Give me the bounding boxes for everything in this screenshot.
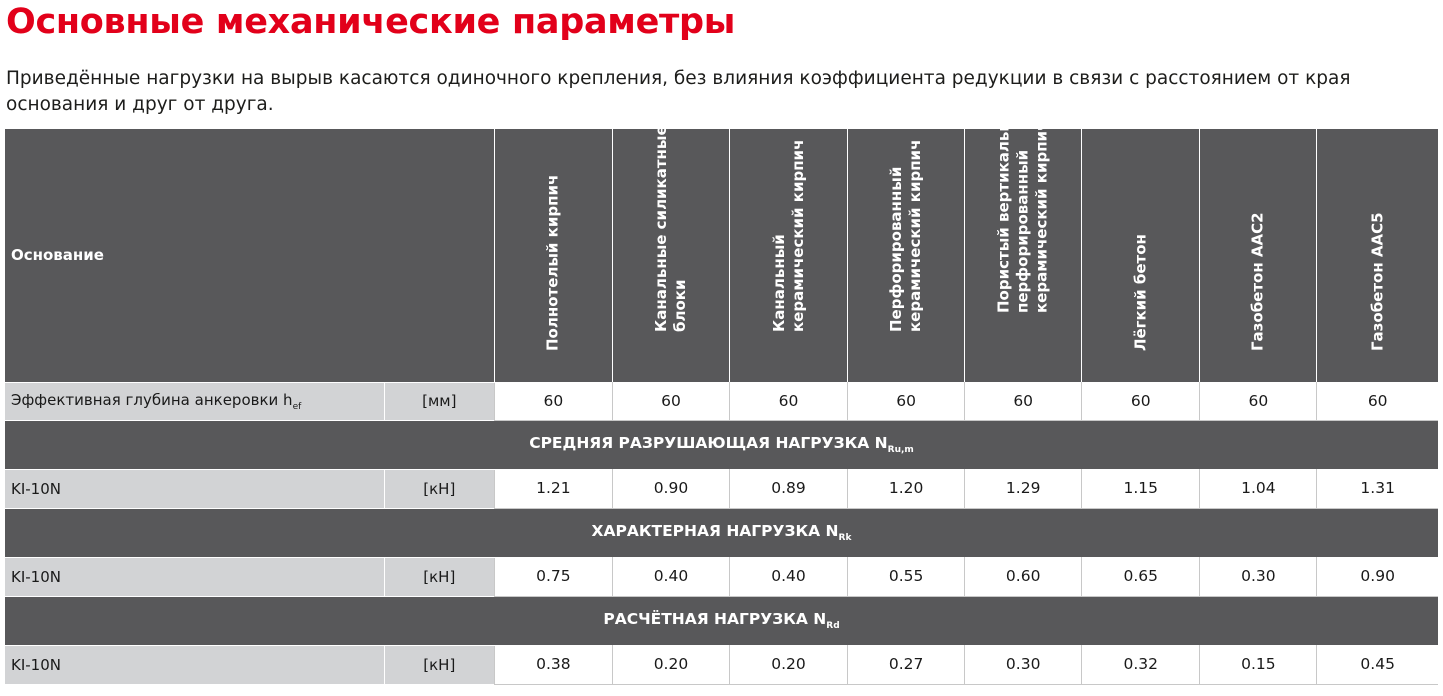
row-unit: [кН]	[384, 645, 494, 684]
table-cell: 0.27	[848, 645, 965, 684]
section-title-subscript: Rd	[826, 621, 840, 631]
section-title-subscript: Rk	[838, 533, 852, 543]
table-cell: 0.45	[1317, 645, 1438, 684]
column-header-label: Лёгкий бетон	[1131, 234, 1150, 351]
table-cell: 0.15	[1200, 645, 1317, 684]
row-label: KI-10N	[5, 645, 384, 684]
table-cell: 0.60	[965, 557, 1082, 596]
row-label: KI-10N	[5, 469, 384, 508]
table-cell: 0.20	[612, 645, 729, 684]
section-header-row	[5, 508, 1438, 557]
row-label-subscript: ef	[292, 401, 302, 412]
table-cell: 60	[848, 382, 965, 420]
table-cell: 60	[1082, 382, 1200, 420]
column-header-7	[1200, 129, 1317, 382]
table-cell: 60	[1200, 382, 1317, 420]
section-header-row	[5, 420, 1438, 469]
depth-row	[5, 382, 1438, 420]
table-cell: 1.04	[1200, 469, 1317, 508]
table-cell: 0.30	[965, 645, 1082, 684]
table-cell: 0.55	[848, 557, 965, 596]
table-cell: 0.40	[729, 557, 847, 596]
row-label: KI-10N	[5, 557, 384, 596]
table-cell: 0.90	[1317, 557, 1438, 596]
load-row	[5, 469, 1438, 508]
section-title: РАСЧЁТНАЯ НАГРУЗКА $N_{Rd}$	[5, 596, 1438, 645]
column-header-6	[1082, 129, 1200, 382]
table-cell: 60	[612, 382, 729, 420]
row-label: Эффективная глубина анкеровки $h_{ef}$	[5, 382, 384, 420]
column-header-label: Канальные силикатные блоки	[651, 125, 689, 332]
column-header-label: Газобетон AAC5	[1368, 212, 1387, 351]
base-header: Основание	[5, 129, 494, 382]
table-cell: 0.75	[494, 557, 612, 596]
table-cell: 60	[494, 382, 612, 420]
column-header-label: Полнотелый кирпич	[543, 174, 562, 351]
load-row	[5, 645, 1438, 684]
load-row	[5, 557, 1438, 596]
row-unit: [кН]	[384, 469, 494, 508]
column-header-label: Газобетон AAC2	[1248, 212, 1267, 351]
parameters-table	[5, 110, 1438, 685]
table-cell: 0.65	[1082, 557, 1200, 596]
column-header-2	[612, 125, 729, 382]
table-cell: 0.30	[1200, 557, 1317, 596]
column-header-label: Канальный керамический кирпич	[769, 139, 807, 332]
table-cell: 0.32	[1082, 645, 1200, 684]
row-unit: [кН]	[384, 557, 494, 596]
column-header-label: Перфорированный керамический кирпич	[887, 139, 925, 332]
page-title: Основные механические параметры	[6, 2, 736, 42]
table-cell: 0.38	[494, 645, 612, 684]
row-unit: [мм]	[384, 382, 494, 420]
table-cell: 60	[1317, 382, 1438, 420]
table-cell: 0.20	[729, 645, 847, 684]
column-header-label: Пористый вертикально перфорированный керамический кирпич	[994, 110, 1051, 313]
table-cell: 0.40	[612, 557, 729, 596]
table-cell: 1.29	[965, 469, 1082, 508]
section-title: СРЕДНЯЯ РАЗРУШАЮЩАЯ НАГРУЗКА $N_{Ru,m}$	[5, 420, 1438, 469]
table-cell: 0.90	[612, 469, 729, 508]
table-cell: 60	[729, 382, 847, 420]
section-title-subscript: Ru,m	[887, 445, 914, 455]
column-header-1	[494, 129, 612, 382]
section-title: ХАРАКТЕРНАЯ НАГРУЗКА $N_{Rk}$	[5, 508, 1438, 557]
column-header-4	[848, 129, 965, 382]
table-cell: 1.31	[1317, 469, 1438, 508]
table-cell: 0.89	[729, 469, 847, 508]
column-header-5	[965, 110, 1082, 382]
intro-text: Приведённые нагрузки на вырыв касаются одиночного крепления, без влияния коэффициента редукции в связи с расстоянием от края основания и друг от друга.	[6, 68, 1351, 115]
column-header-3	[729, 129, 847, 382]
table-cell: 1.21	[494, 469, 612, 508]
table-cell: 60	[965, 382, 1082, 420]
column-header-8	[1317, 129, 1438, 382]
section-header-row	[5, 596, 1438, 645]
table-cell: 1.15	[1082, 469, 1200, 508]
table-cell: 1.20	[848, 469, 965, 508]
header-row	[5, 129, 1438, 382]
